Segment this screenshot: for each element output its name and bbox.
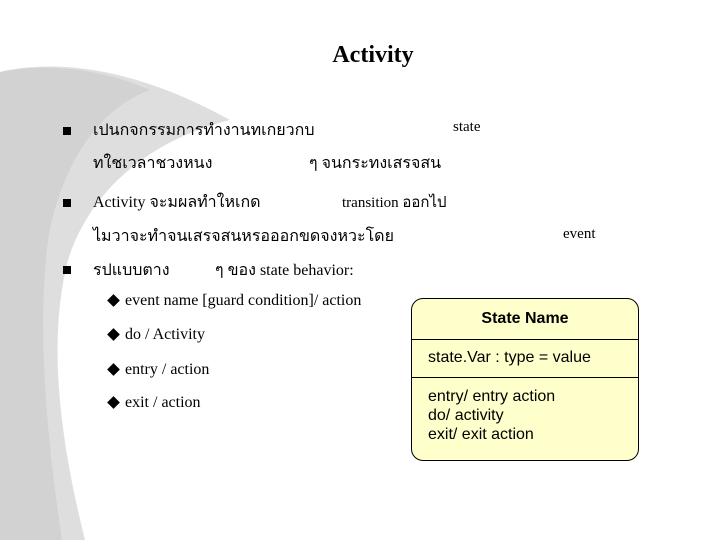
- bullet-1-line-1b: state: [453, 119, 481, 135]
- bullet-marker-1: [63, 127, 71, 135]
- state-divider-bottom: [412, 377, 638, 378]
- bullet-3-line-1b: ๆ ของ state behavior:: [215, 262, 354, 279]
- bullet-1-line-2b: ๆ จนกระทงเสรจสน: [309, 155, 442, 172]
- sub-item-exit: exit / action: [125, 394, 201, 411]
- bullet-marker-3: [63, 266, 71, 274]
- slide-title: Activity: [332, 42, 414, 68]
- sub-item-do: do / Activity: [125, 326, 205, 343]
- bullet-marker-2: [63, 199, 71, 207]
- bullet-1-line-1a: เปนกจกรรมการทำงานทเกยวกบ: [93, 122, 315, 139]
- state-actions: [428, 387, 555, 444]
- bullet-2-line-2a: ไมวาจะทำจนเสรจสนหรอออกขดจงหวะโดย: [93, 228, 394, 245]
- bullet-2-line-1b: transition ออกไป: [342, 195, 447, 211]
- bullet-3-line-1a: รปแบบตาง: [93, 262, 170, 279]
- sub-item-event: event name [guard condition]/ action: [125, 292, 362, 309]
- sub-item-entry: entry / action: [125, 361, 210, 378]
- state-divider-top: [412, 339, 638, 340]
- state-action-do: do/ activity: [428, 407, 504, 424]
- state-name: State Name: [481, 310, 569, 327]
- state-action-exit: exit/ exit action: [428, 426, 534, 443]
- bullet-1-line-2a: ทใชเวลาชวงหนง: [93, 155, 213, 172]
- state-variable: state.Var : type = value: [428, 349, 591, 366]
- state-box: [411, 298, 639, 461]
- bullet-2-line-1a: Activity จะมผลทำใหเกด: [93, 194, 261, 211]
- bullet-2-line-2b: event: [563, 226, 596, 242]
- state-action-entry: entry/ entry action: [428, 388, 556, 405]
